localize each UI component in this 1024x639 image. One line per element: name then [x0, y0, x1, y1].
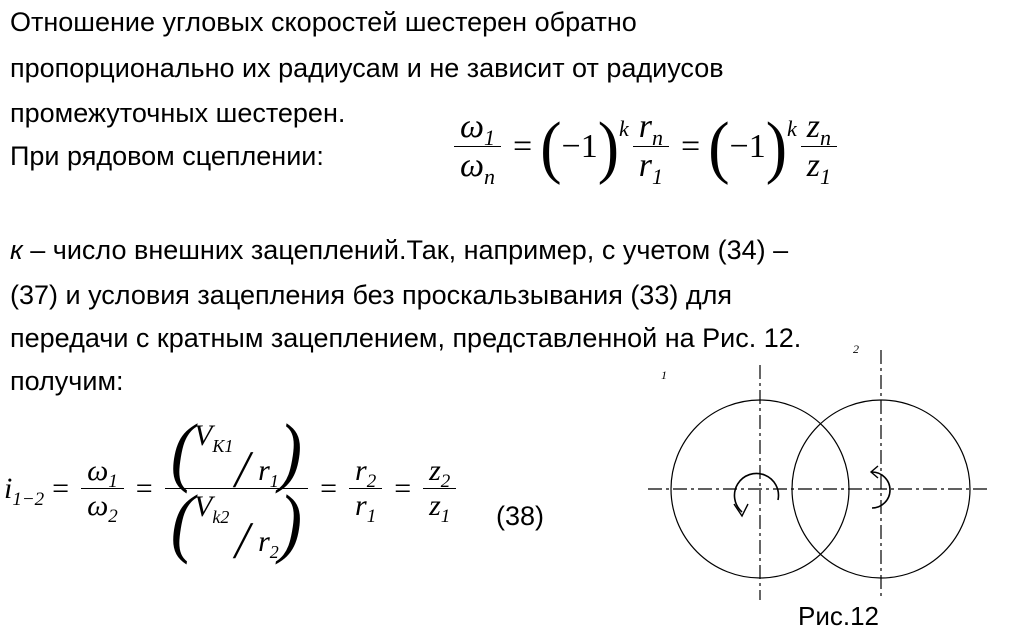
minus-one: −1	[561, 127, 598, 165]
text-line-1: Отношение угловых скоростей шестерен обратно	[10, 7, 637, 37]
teeth-ratio: $\frac{z_2}{z_1}$	[423, 454, 456, 523]
figure-caption: Рис.12	[798, 601, 880, 631]
text-line-2: пропорционально их радиусам и не зависит от радиусов	[10, 53, 724, 83]
velocity-ratio: ( $V_{K1}$ ╱ $r_1$ ) ( $V_{k2}$ ╱ $r_2$ )	[165, 418, 308, 559]
equals-sign: =	[513, 127, 533, 165]
text-line-3: промежуточных шестерен.	[10, 98, 346, 128]
equation-number: (38)	[496, 501, 545, 531]
text-line-6: (37) и условия зацепления без проскальзывания (33) для	[10, 280, 732, 310]
gear-label-1: 1	[661, 368, 667, 382]
text-line-5: к – число внешних зацеплений.Так, например, с учетом (34) –	[10, 235, 789, 265]
omega-ratio: $\frac{\omega_1}{\omega_2}$	[81, 454, 124, 523]
rotation-arrow-1	[734, 473, 778, 512]
gear-ratio-formula: $\frac{\omega_1}{\omega_n}$ = ( −1 ) $^k$ $\frac{r_n}{r_1}$ = ( −1 ) $^k$ $\frac{z_n}{z_1}$	[450, 108, 841, 185]
radius-fraction: $\frac{r_n}{r_1}$	[633, 108, 669, 185]
text-line-8: получим:	[10, 366, 124, 396]
gear-label-2: 2	[853, 342, 859, 356]
transmission-ratio-formula: $i_{1-2}$ = $\frac{\omega_1}{\omega_2}$ = ( $V_{K1}$ ╱ $r_1$ ) ( $V_{k2}$ ╱ $r_2$ ) = $\frac{r_2}{r_1}$ = $\frac{z_2}{z_1}$	[4, 418, 460, 559]
omega-fraction: $\frac{\omega_1}{\omega_n}$	[454, 108, 501, 185]
radius-ratio: $\frac{r_2}{r_1}$	[349, 454, 382, 523]
text-line-4: При рядовом сцеплении:	[10, 141, 324, 171]
text-line-7: передачи с кратным зацеплением, представленной на Рис. 12.	[10, 323, 802, 353]
teeth-fraction: $\frac{z_n}{z_1}$	[801, 108, 837, 185]
